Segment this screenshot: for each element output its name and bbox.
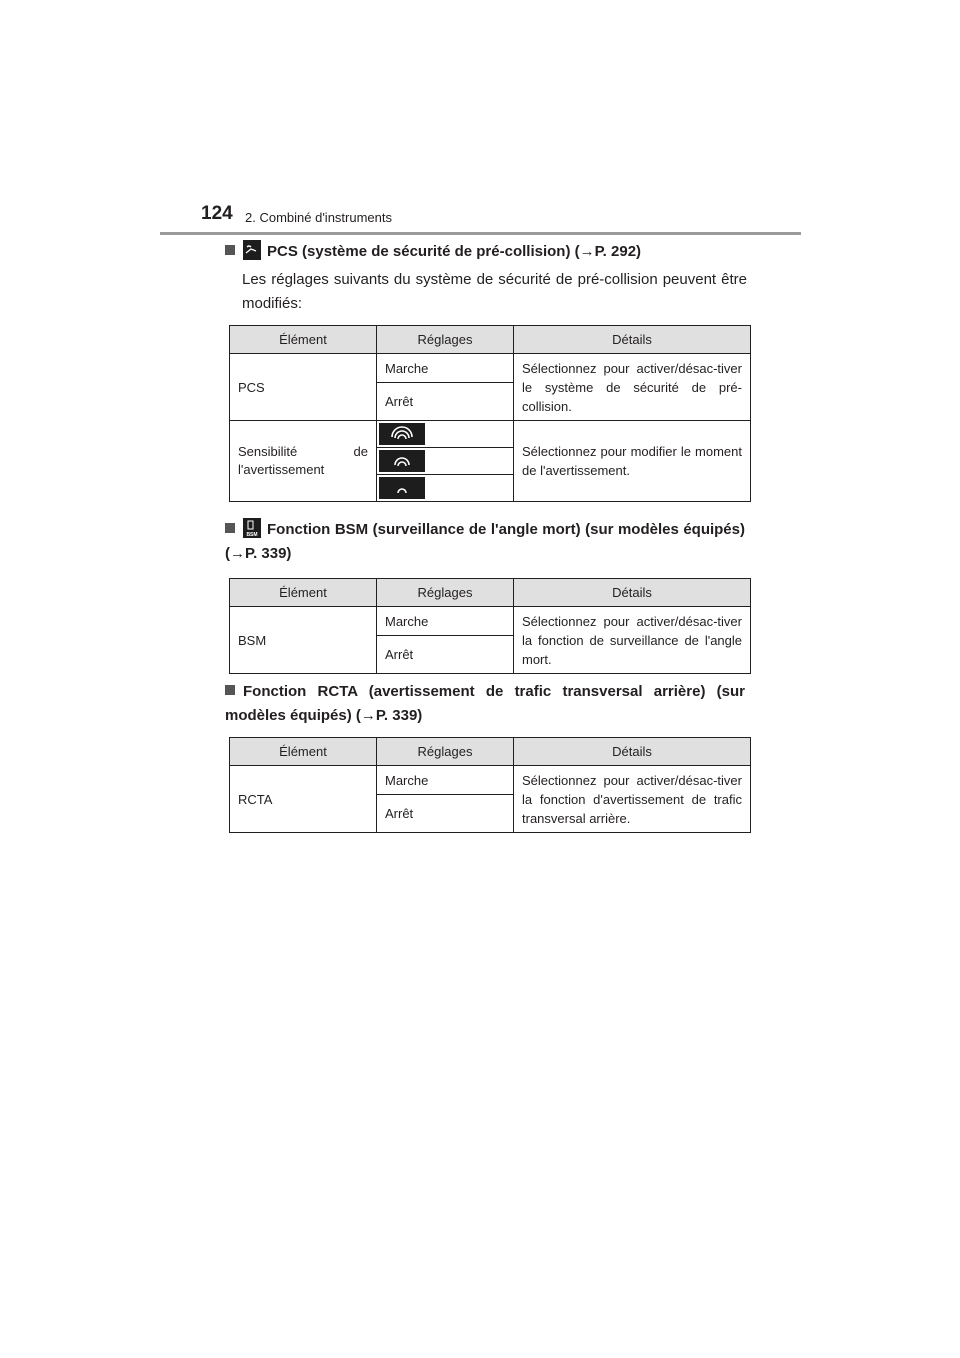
pcs-table bbox=[229, 325, 751, 502]
bsm-details: Sélectionnez pour activer/désac-tiver la fonction de surveillance de l'angle mort. bbox=[514, 607, 751, 674]
rcta-heading: Fonction RCTA (avertissement de trafic transversal arrière) (sur modèles équipés) (→P. 339) bbox=[225, 683, 745, 724]
header-settings: Réglages bbox=[377, 738, 514, 766]
header-element: Élément bbox=[230, 326, 377, 354]
header-element: Élément bbox=[230, 738, 377, 766]
wave-1-icon bbox=[379, 477, 425, 499]
wave-2-icon bbox=[379, 450, 425, 472]
header-rule bbox=[160, 232, 801, 235]
chapter-title: 2. Combiné d'instruments bbox=[245, 210, 392, 225]
setting-off: Arrêt bbox=[377, 383, 514, 421]
setting-on: Marche bbox=[377, 354, 514, 383]
pcs-item: PCS bbox=[230, 354, 377, 421]
rcta-table bbox=[229, 737, 751, 833]
pcs-details: Sélectionnez pour activer/désac-tiver le système de sécurité de pré-collision. bbox=[514, 354, 751, 421]
page-number: 124 bbox=[201, 203, 233, 224]
bullet-square-icon bbox=[225, 523, 235, 533]
pcs-intro: Les réglages suivants du système de sécurité de pré-collision peuvent être modifiés: bbox=[242, 271, 747, 312]
header-element: Élément bbox=[230, 579, 377, 607]
svg-text:BSM: BSM bbox=[246, 532, 258, 538]
bullet-square-icon bbox=[225, 685, 235, 695]
pcs-icon bbox=[243, 240, 261, 260]
header-details: Détails bbox=[514, 738, 751, 766]
header-details: Détails bbox=[514, 326, 751, 354]
setting-on: Marche bbox=[377, 607, 514, 636]
header-details: Détails bbox=[514, 579, 751, 607]
bsm-heading: BSM Fonction BSM (surveillance de l'angle mort) (sur modèles équipés) (→P. 339) bbox=[225, 518, 745, 566]
setting-off: Arrêt bbox=[377, 795, 514, 833]
sensitivity-level-1 bbox=[377, 475, 514, 502]
header-settings: Réglages bbox=[377, 579, 514, 607]
wave-3-icon bbox=[379, 423, 425, 445]
sensitivity-level-2 bbox=[377, 448, 514, 475]
sensitivity-item: Sensibilité de l'avertissement bbox=[230, 421, 377, 502]
bsm-table bbox=[229, 578, 751, 674]
pcs-heading: PCS (système de sécurité de pré-collision) (→P. 292) bbox=[225, 240, 641, 264]
bsm-item: BSM bbox=[230, 607, 377, 674]
header-settings: Réglages bbox=[377, 326, 514, 354]
sensitivity-details: Sélectionnez pour modifier le moment de l'avertissement. bbox=[514, 421, 751, 502]
sensitivity-level-3 bbox=[377, 421, 514, 448]
bullet-square-icon bbox=[225, 245, 235, 255]
rcta-item: RCTA bbox=[230, 766, 377, 833]
setting-off: Arrêt bbox=[377, 636, 514, 674]
setting-on: Marche bbox=[377, 766, 514, 795]
bsm-icon bbox=[243, 518, 261, 538]
rcta-details: Sélectionnez pour activer/désac-tiver la fonction d'avertissement de trafic transversal arrière. bbox=[514, 766, 751, 833]
